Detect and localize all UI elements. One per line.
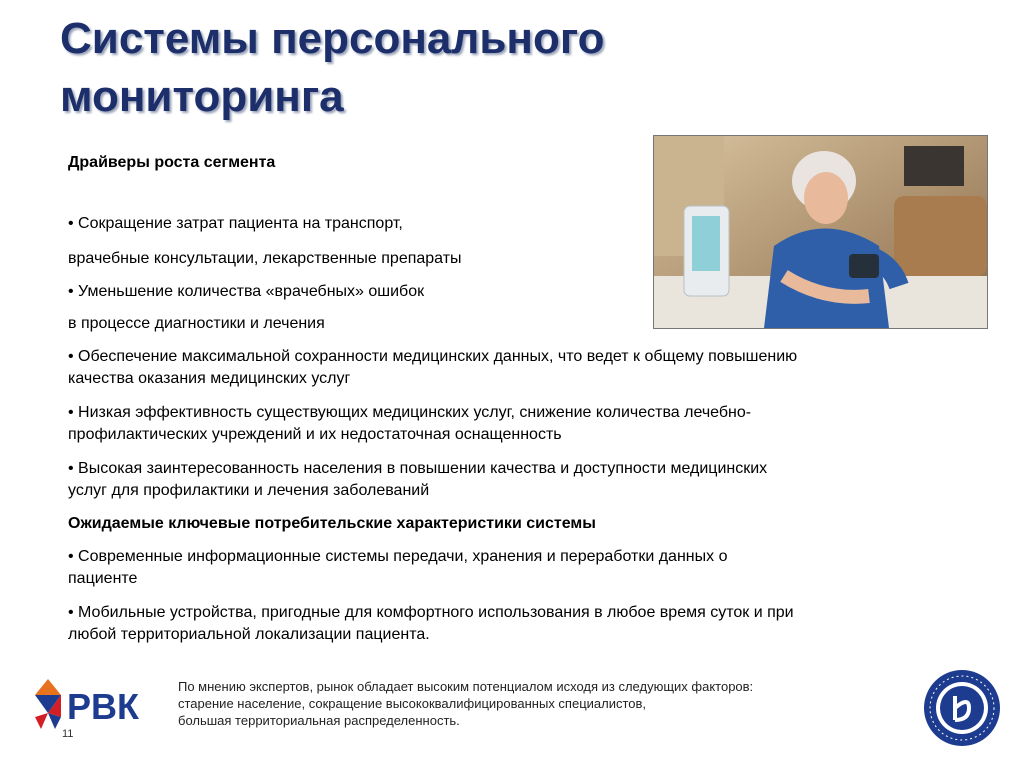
- bullet-line: • Современные информационные системы передачи, хранения и переработки данных о: [68, 548, 728, 565]
- footer-note-line: По мнению экспертов, рынок обладает высоким потенциалом исходя из следующих факторов:: [178, 679, 754, 694]
- bullet-line: услуг для профилактики и лечения заболеваний: [68, 482, 430, 499]
- bullet-line: • Обеспечение максимальной сохранности медицинских данных, что ведет к общему повышению: [68, 348, 798, 365]
- bullet-line: качества оказания медицинских услуг: [68, 370, 351, 387]
- heading-consumer-characteristics: Ожидаемые ключевые потребительские характеристики системы: [68, 515, 596, 532]
- bullet-line: врачебные консультации, лекарственные препараты: [68, 250, 462, 267]
- footer-note-line: старение население, сокращение высококвалифицированных специалистов,: [178, 696, 647, 711]
- footer-note: [178, 678, 898, 729]
- bullet-line: пациенте: [68, 570, 138, 587]
- photo-elderly-woman-blood-pressure: [653, 135, 988, 329]
- rvk-logo-text: РВК: [67, 686, 139, 727]
- bullet-line: • Сокращение затрат пациента на транспорт,: [68, 215, 403, 232]
- bullet-line: • Мобильные устройства, пригодные для комфортного использования в любое время суток и при: [68, 604, 794, 621]
- bullet-line: в процессе диагностики и лечения: [68, 315, 325, 332]
- bullet-line: • Уменьшение количества «врачебных» ошибок: [68, 283, 425, 300]
- bullet-line: • Низкая эффективность существующих медицинских услуг, снижение количества лечебно-: [68, 404, 752, 421]
- bullet-line: профилактических учреждений и их недостаточная оснащенность: [68, 426, 562, 443]
- slide-title: Системы персонального мониторинга: [60, 14, 605, 121]
- bullet-line: • Высокая заинтересованность населения в повышении качества и доступности медицинских: [68, 460, 768, 477]
- bullet-line: любой территориальной локализации пациента.: [68, 626, 430, 643]
- rvk-logo: [33, 673, 163, 733]
- footer-note-line: большая территориальная распределенность.: [178, 713, 460, 728]
- page-number: 11: [62, 728, 74, 740]
- heading-growth-drivers: Драйверы роста сегмента: [68, 154, 276, 171]
- hse-university-seal: [922, 668, 1002, 748]
